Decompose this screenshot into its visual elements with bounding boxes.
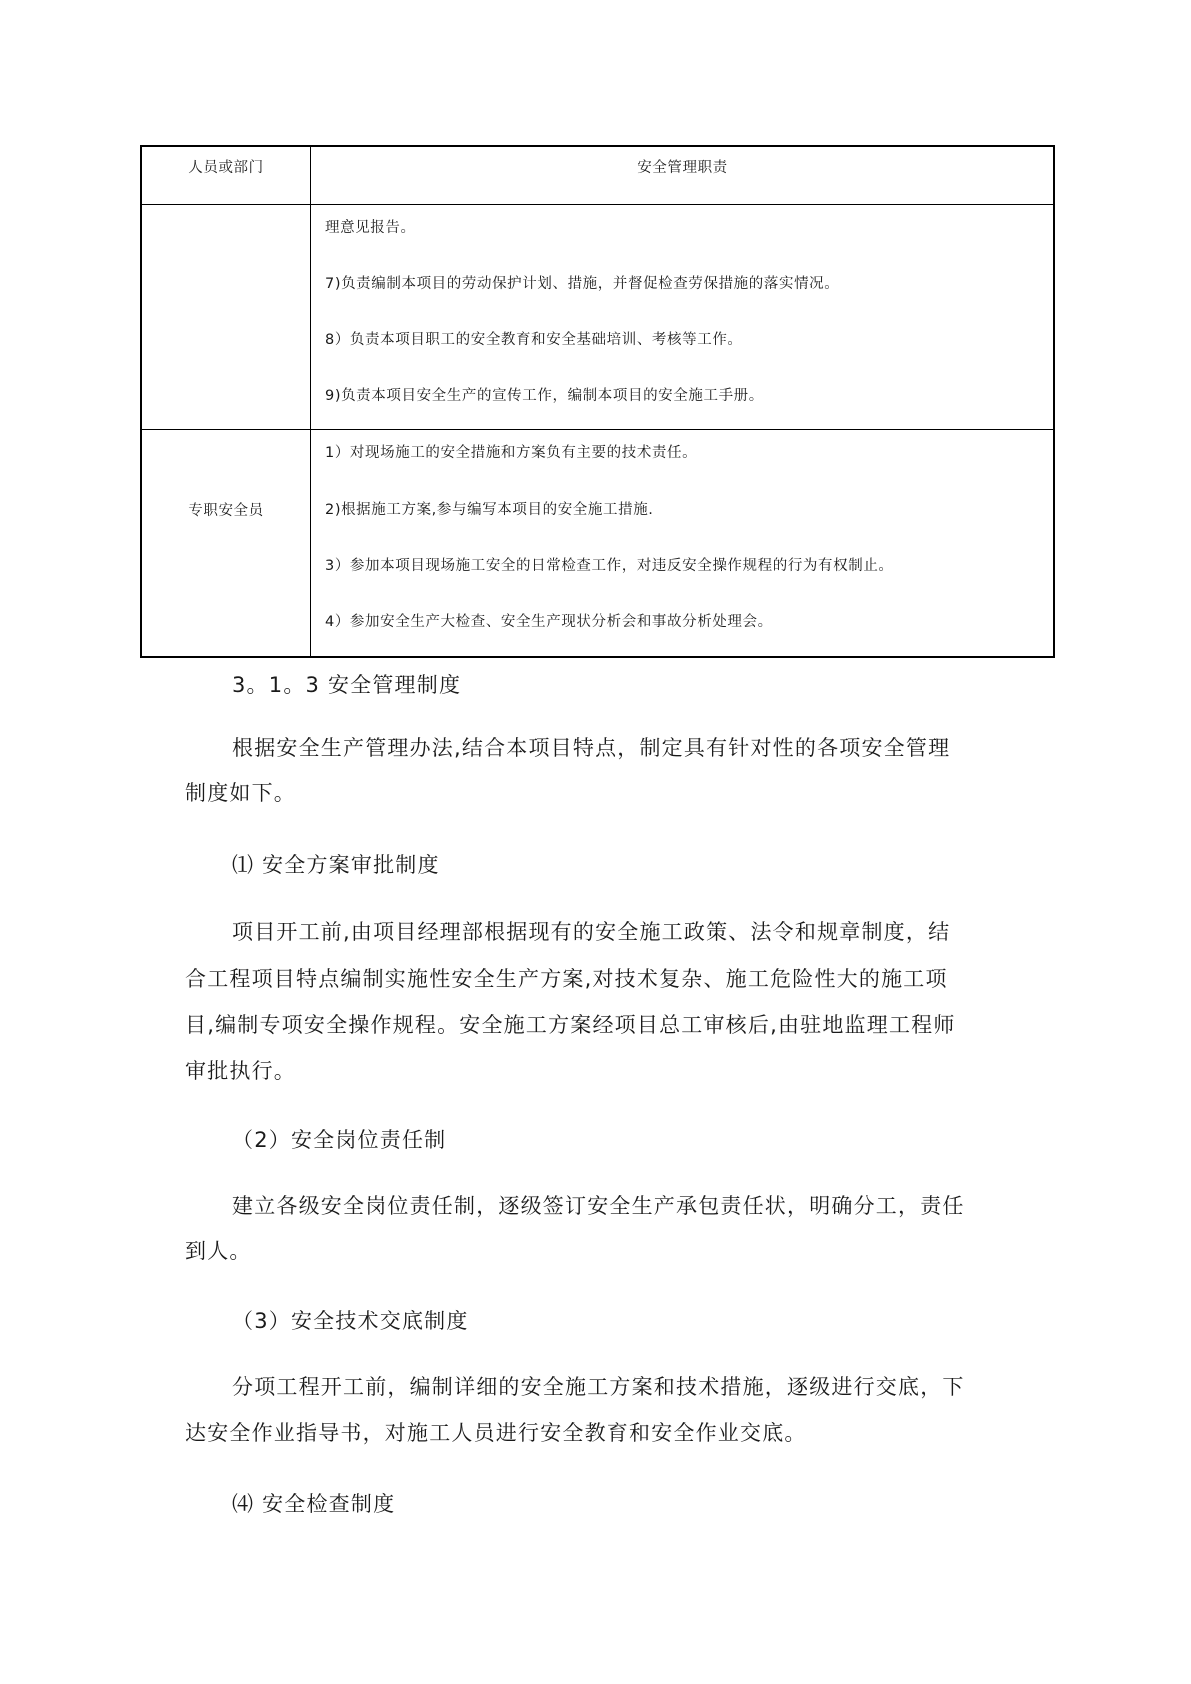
table-cell-role: 专职安全员: [188, 503, 264, 519]
paragraph-line: 到人。: [185, 1239, 252, 1263]
table-cell-duty-item: 9)负责本项目安全生产的宣传工作，编制本项目的安全施工手册。: [325, 388, 764, 404]
item-title: ⑷ 安全检查制度: [232, 1492, 396, 1516]
table-row-divider: [142, 429, 1053, 430]
table-header-duty: 安全管理职责: [637, 160, 728, 176]
table-cell-duty-item: 3）参加本项目现场施工安全的日常检查工作，对违反安全操作规程的行为有权制止。: [325, 558, 894, 574]
section-heading: 3。1。3 安全管理制度: [232, 673, 462, 697]
table-cell-duty-item: 4）参加安全生产大检查、安全生产现状分析会和事故分析处理会。: [325, 614, 773, 630]
item-title: （2）安全岗位责任制: [232, 1128, 447, 1152]
paragraph-line: 审批执行。: [185, 1059, 296, 1083]
paragraph-line: 目,编制专项安全操作规程。安全施工方案经项目总工审核后,由驻地监理工程师: [185, 1013, 956, 1037]
paragraph-line: 根据安全生产管理办法,结合本项目特点，制定具有针对性的各项安全管理: [232, 736, 951, 760]
table-column-divider: [310, 147, 311, 656]
table-header-divider: [142, 204, 1053, 205]
table-cell-duty-item: 7)负责编制本项目的劳动保护计划、措施，并督促检查劳保措施的落实情况。: [325, 276, 840, 292]
table-header-role: 人员或部门: [188, 160, 264, 176]
item-title: ⑴ 安全方案审批制度: [232, 853, 440, 877]
table-cell-duty-item: 1）对现场施工的安全措施和方案负有主要的技术责任。: [325, 445, 698, 461]
paragraph-line: 合工程项目特点编制实施性安全生产方案,对技术复杂、施工危险性大的施工项: [185, 967, 948, 991]
paragraph-line: 分项工程开工前，编制详细的安全施工方案和技术措施，逐级进行交底，下: [232, 1375, 965, 1399]
paragraph-line: 制度如下。: [185, 781, 296, 805]
table-cell-duty-item: 2)根据施工方案,参与编写本项目的安全施工措施.: [325, 502, 654, 518]
table-cell-duty-item: 理意见报告。: [325, 220, 416, 236]
paragraph-line: 达安全作业指导书，对施工人员进行安全教育和安全作业交底。: [185, 1421, 807, 1445]
item-title: （3）安全技术交底制度: [232, 1309, 469, 1333]
paragraph-line: 建立各级安全岗位责任制，逐级签订安全生产承包责任状，明确分工，责任: [232, 1194, 965, 1218]
responsibility-table: [140, 145, 1055, 658]
paragraph-line: 项目开工前,由项目经理部根据现有的安全施工政策、法令和规章制度，结: [232, 920, 951, 944]
table-cell-duty-item: 8）负责本项目职工的安全教育和安全基础培训、考核等工作。: [325, 332, 743, 348]
